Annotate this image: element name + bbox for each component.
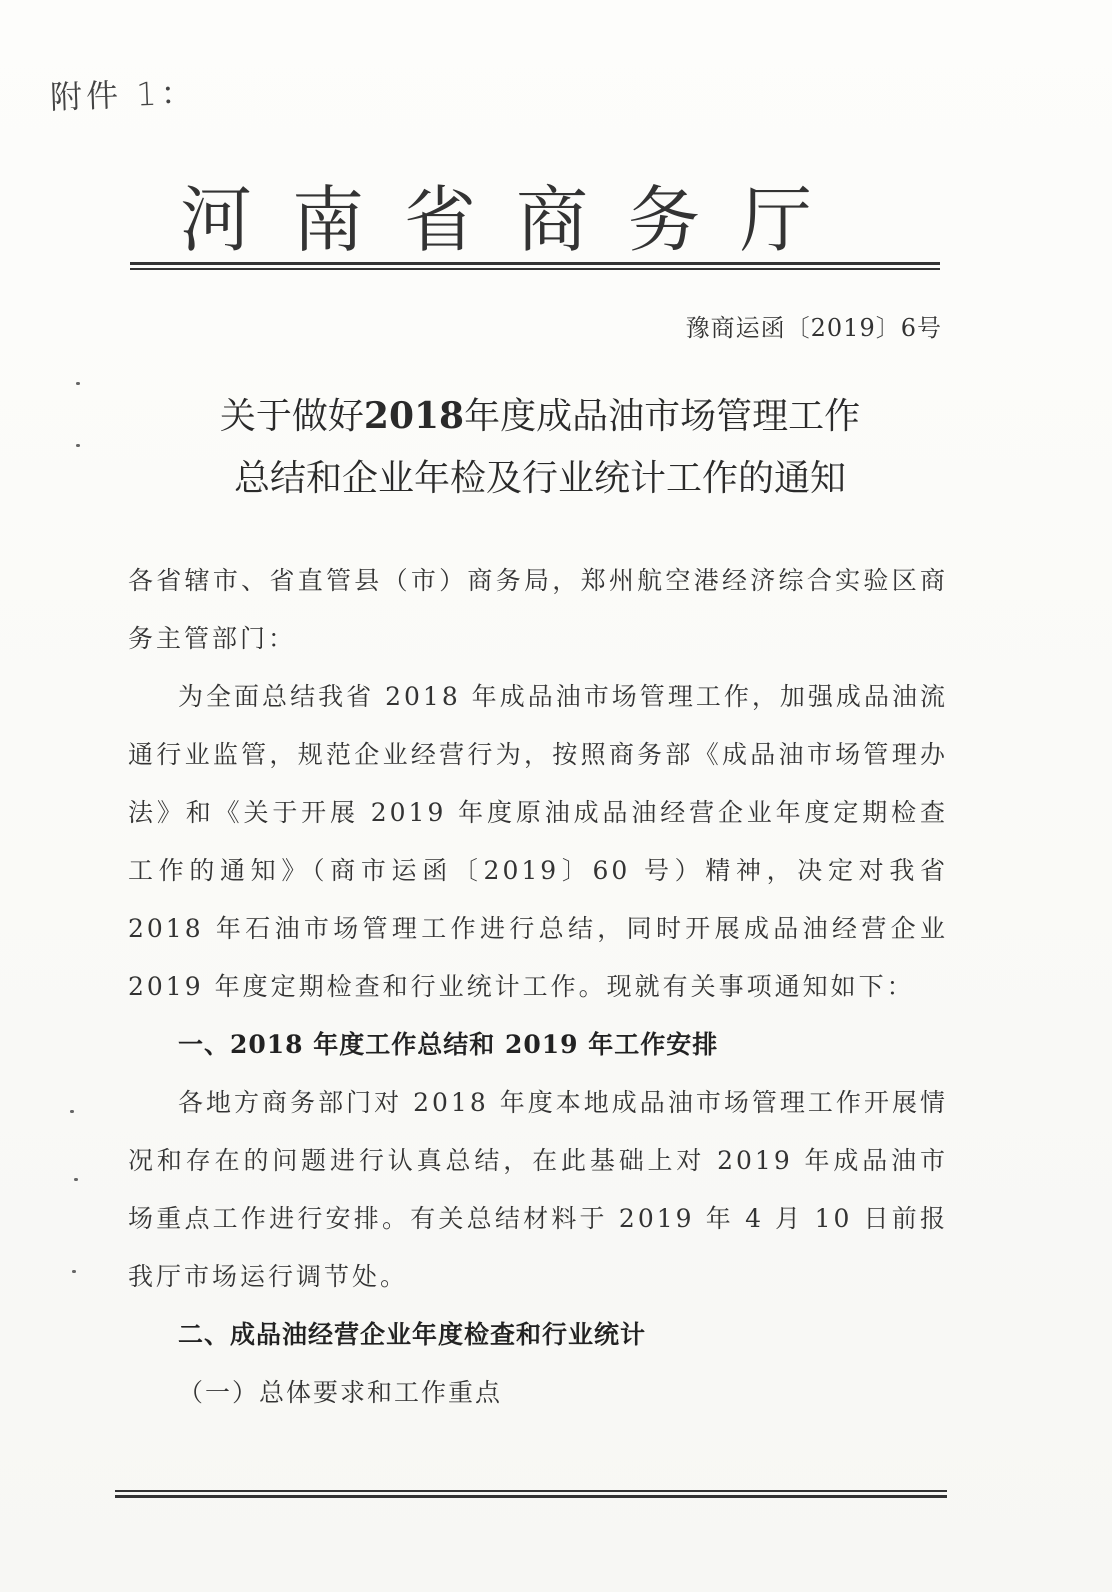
title-suffix: 年度成品油市场管理工作 <box>464 396 861 437</box>
section-1-paragraph: 各地方商务部门对 2018 年度本地成品油市场管理工作开展情况和存在的问题进行认真总结，在此基础上对 2019 年成品油市场重点工作进行安排。有关总结材料于 2019 年 4 月 10 日前报我厅市场运行调节处。 <box>128 1088 948 1291</box>
section-2-subheading: （一）总体要求和工作重点 <box>178 1378 503 1407</box>
binding-hole-mark <box>76 444 80 447</box>
recipients-paragraph: 各省辖市、省直管县（市）商务局，郑州航空港经济综合实验区商务主管部门： <box>128 566 948 653</box>
binding-hole-mark <box>72 1270 76 1273</box>
issuing-organization: 河南省商务厅 <box>180 178 853 262</box>
notice-title <box>150 385 930 510</box>
footer-rule-line <box>115 1490 947 1492</box>
header-rule-line <box>130 268 940 270</box>
header-rule-line <box>130 262 940 265</box>
notice-title-line-2: 总结和企业年检及行业统计工作的通知 <box>233 458 846 499</box>
section-1-heading: 一、2018 年度工作总结和 2019 年工作安排 <box>178 1030 719 1059</box>
footer-rule-line <box>115 1495 947 1498</box>
attachment-annotation: 附件 1： <box>49 73 198 117</box>
binding-hole-mark <box>74 1178 78 1181</box>
binding-hole-mark <box>70 1110 74 1113</box>
section-2-heading: 二、成品油经营企业年度检查和行业统计 <box>178 1320 647 1349</box>
intro-paragraph: 为全面总结我省 2018 年成品油市场管理工作，加强成品油流通行业监管，规范企业经营行为，按照商务部《成品油市场管理办法》和《关于开展 2019 年度原油成品油经营企业年度定期检查工作的通知》（商市运函〔2019〕60 号）精神，决定对我省 2018 年石油市场管理工作进行总结，同时开展成品油经营企业 2019 年度定期检查和行业统计工作。现就有关事项通知如下： <box>128 682 948 1001</box>
header-rule <box>130 262 940 273</box>
title-year: 2018 <box>363 395 465 437</box>
title-prefix: 关于做好 <box>219 396 364 437</box>
notice-title-line-1 <box>150 385 930 448</box>
binding-hole-mark <box>76 382 80 385</box>
document-body <box>128 552 948 1422</box>
document-number: 豫商运函〔2019〕6号 <box>685 314 942 342</box>
footer-rule <box>115 1490 947 1501</box>
